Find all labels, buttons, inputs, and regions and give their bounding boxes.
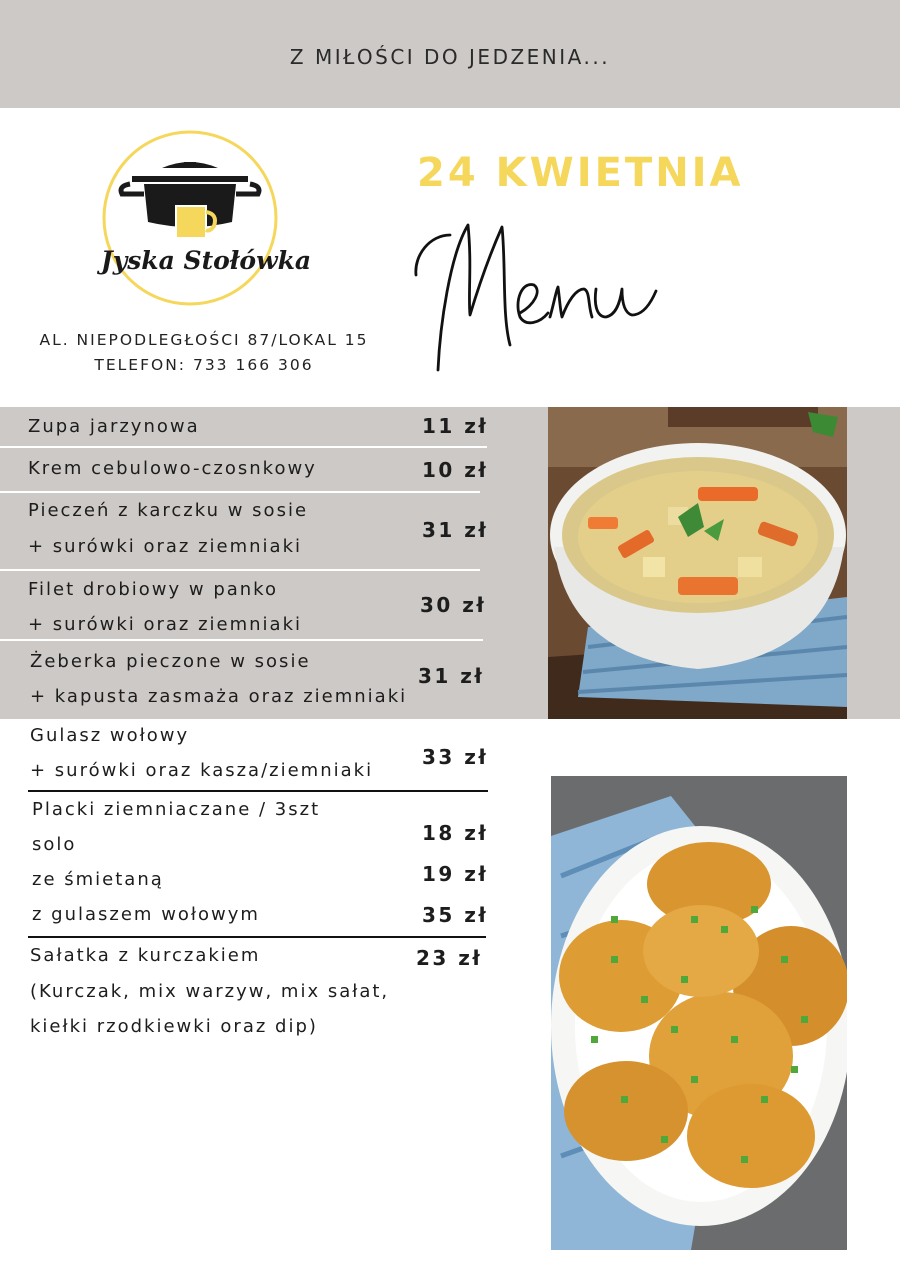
brand-name: Jyska Stołówka bbox=[100, 246, 312, 275]
item-option: ze śmietaną bbox=[32, 869, 164, 890]
menu-date: 24 KWIETNIA bbox=[417, 150, 744, 196]
divider bbox=[0, 446, 487, 448]
item-note: (Kurczak, mix warzyw, mix sałat, bbox=[30, 981, 390, 1002]
tagline: Z MIŁOŚCI DO JEDZENIA... bbox=[289, 45, 611, 69]
item-price: 11 zł bbox=[422, 414, 489, 438]
item-name: Gulasz wołowy bbox=[30, 725, 190, 746]
item-name: Krem cebulowo-czosnkowy bbox=[28, 458, 317, 479]
item-price: 10 zł bbox=[422, 458, 489, 482]
item-price: 30 zł bbox=[420, 593, 487, 617]
item-option: z gulaszem wołowym bbox=[32, 904, 260, 925]
item-note: + surówki oraz kasza/ziemniaki bbox=[30, 760, 374, 781]
pancakes-photo bbox=[551, 776, 847, 1250]
item-price: 19 zł bbox=[422, 862, 489, 886]
item-price: 31 zł bbox=[418, 664, 485, 688]
item-price: 33 zł bbox=[422, 745, 489, 769]
item-price: 23 zł bbox=[416, 946, 483, 970]
item-name: Sałatka z kurczakiem bbox=[30, 945, 261, 966]
item-price: 18 zł bbox=[422, 821, 489, 845]
item-note: + kapusta zasmaża oraz ziemniaki bbox=[30, 686, 408, 707]
item-price: 31 zł bbox=[422, 518, 489, 542]
divider bbox=[28, 790, 488, 792]
restaurant-logo bbox=[100, 128, 320, 308]
divider bbox=[0, 639, 483, 641]
item-name: Pieczeń z karczku w sosie bbox=[28, 500, 309, 521]
item-note: kiełki rzodkiewki oraz dip) bbox=[30, 1016, 318, 1037]
menu-script-icon bbox=[410, 205, 680, 385]
item-name: Zupa jarzynowa bbox=[28, 416, 200, 437]
item-name: Żeberka pieczone w sosie bbox=[30, 651, 311, 672]
item-name: Filet drobiowy w panko bbox=[28, 579, 278, 600]
item-note: + surówki oraz ziemniaki bbox=[28, 536, 303, 557]
menu-title bbox=[410, 205, 680, 385]
item-price: 35 zł bbox=[422, 903, 489, 927]
divider bbox=[0, 569, 480, 571]
divider bbox=[28, 936, 486, 938]
item-name: Placki ziemniaczane / 3szt bbox=[32, 799, 321, 820]
divider bbox=[0, 491, 480, 493]
address: AL. NIEPODLEGŁOŚCI 87/LOKAL 15 bbox=[39, 331, 369, 349]
phone: TELEFON: 733 166 306 bbox=[94, 356, 314, 374]
item-option: solo bbox=[32, 834, 77, 855]
soup-photo bbox=[548, 407, 847, 719]
item-note: + surówki oraz ziemniaki bbox=[28, 614, 303, 635]
